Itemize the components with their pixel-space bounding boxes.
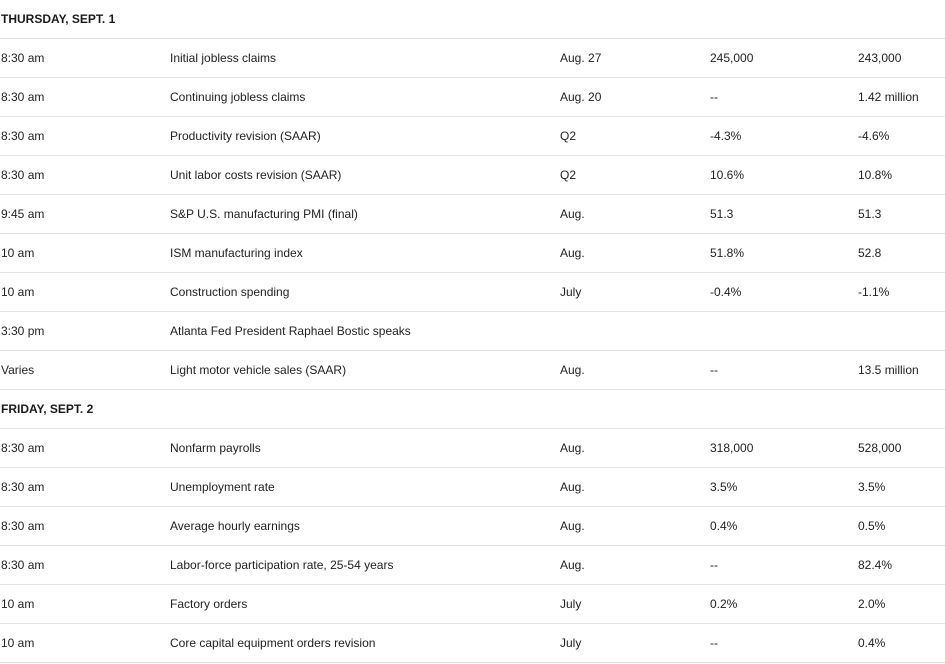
event-time: 8:30 am	[1, 558, 45, 572]
event-name: Unit labor costs revision (SAAR)	[170, 168, 342, 182]
event-time: 10 am	[1, 636, 35, 650]
event-period: Aug. 20	[560, 90, 602, 104]
event-name: Unemployment rate	[170, 480, 275, 494]
event-forecast: 3.5%	[710, 480, 738, 494]
day-label: THURSDAY, SEPT. 1	[1, 12, 116, 26]
event-period: Aug.	[560, 207, 585, 221]
event-previous: 2.0%	[858, 597, 886, 611]
event-name: Light motor vehicle sales (SAAR)	[170, 363, 347, 377]
event-time: 10 am	[1, 285, 35, 299]
event-period: July	[560, 636, 582, 650]
table-row	[0, 273, 945, 312]
table-row	[0, 624, 945, 663]
event-previous: 1.42 million	[858, 90, 919, 104]
event-period: July	[560, 285, 582, 299]
event-previous: 0.4%	[858, 636, 886, 650]
table-row	[0, 78, 945, 117]
table-row	[0, 312, 945, 351]
event-time: Varies	[1, 363, 35, 377]
event-period: Aug.	[560, 441, 585, 455]
event-forecast: 318,000	[710, 441, 754, 455]
day-header-thursday	[0, 0, 945, 39]
event-time: 3:30 pm	[1, 324, 45, 338]
event-previous: 82.4%	[858, 558, 893, 572]
event-name: Nonfarm payrolls	[170, 441, 261, 455]
event-forecast: -0.4%	[710, 285, 742, 299]
table-row	[0, 117, 945, 156]
table-row	[0, 195, 945, 234]
event-forecast: 51.3	[710, 207, 734, 221]
event-period: Aug.	[560, 363, 585, 377]
event-forecast: 51.8%	[710, 246, 745, 260]
event-period: Aug.	[560, 480, 585, 494]
event-forecast: 0.2%	[710, 597, 738, 611]
event-name: Initial jobless claims	[170, 51, 277, 65]
event-time: 8:30 am	[1, 129, 45, 143]
table-row	[0, 156, 945, 195]
event-forecast: -4.3%	[710, 129, 742, 143]
event-name: Average hourly earnings	[170, 519, 300, 533]
event-time: 10 am	[1, 597, 35, 611]
event-previous: 3.5%	[858, 480, 886, 494]
event-time: 8:30 am	[1, 90, 45, 104]
event-previous: 0.5%	[858, 519, 886, 533]
event-previous: 51.3	[858, 207, 882, 221]
event-previous: 528,000	[858, 441, 902, 455]
event-name: Continuing jobless claims	[170, 90, 306, 104]
event-previous: 10.8%	[858, 168, 893, 182]
event-previous: -4.6%	[858, 129, 890, 143]
event-name: Construction spending	[170, 285, 290, 299]
event-previous: -1.1%	[858, 285, 890, 299]
event-name: S&P U.S. manufacturing PMI (final)	[170, 207, 358, 221]
event-time: 9:45 am	[1, 207, 45, 221]
event-time: 10 am	[1, 246, 35, 260]
event-time: 8:30 am	[1, 51, 45, 65]
event-previous: 243,000	[858, 51, 902, 65]
event-forecast: 245,000	[710, 51, 754, 65]
day-label: FRIDAY, SEPT. 2	[1, 402, 94, 416]
event-name: Labor-force participation rate, 25-54 years	[170, 558, 394, 572]
table-row	[0, 507, 945, 546]
table-row	[0, 234, 945, 273]
event-previous: 52.8	[858, 246, 882, 260]
event-time: 8:30 am	[1, 519, 45, 533]
event-name: Core capital equipment orders revision	[170, 636, 376, 650]
event-period: July	[560, 597, 582, 611]
event-forecast: 10.6%	[710, 168, 745, 182]
event-forecast: --	[710, 90, 718, 104]
table-row	[0, 39, 945, 78]
event-period: Q2	[560, 168, 577, 182]
day-header-friday	[0, 390, 945, 429]
event-period: Aug. 27	[560, 51, 602, 65]
event-forecast: --	[710, 363, 718, 377]
event-period: Aug.	[560, 246, 585, 260]
event-forecast: --	[710, 558, 718, 572]
table-row	[0, 546, 945, 585]
event-time: 8:30 am	[1, 168, 45, 182]
table-row	[0, 468, 945, 507]
event-time: 8:30 am	[1, 441, 45, 455]
event-period: Aug.	[560, 519, 585, 533]
table-row	[0, 429, 945, 468]
table-row	[0, 351, 945, 390]
event-forecast: --	[710, 636, 718, 650]
event-previous: 13.5 million	[858, 363, 919, 377]
event-name: Atlanta Fed President Raphael Bostic speaks	[170, 324, 411, 338]
table-row	[0, 585, 945, 624]
event-period: Aug.	[560, 558, 585, 572]
event-forecast: 0.4%	[710, 519, 738, 533]
event-period: Q2	[560, 129, 577, 143]
event-time: 8:30 am	[1, 480, 45, 494]
event-name: Factory orders	[170, 597, 248, 611]
event-name: ISM manufacturing index	[170, 246, 303, 260]
event-name: Productivity revision (SAAR)	[170, 129, 321, 143]
